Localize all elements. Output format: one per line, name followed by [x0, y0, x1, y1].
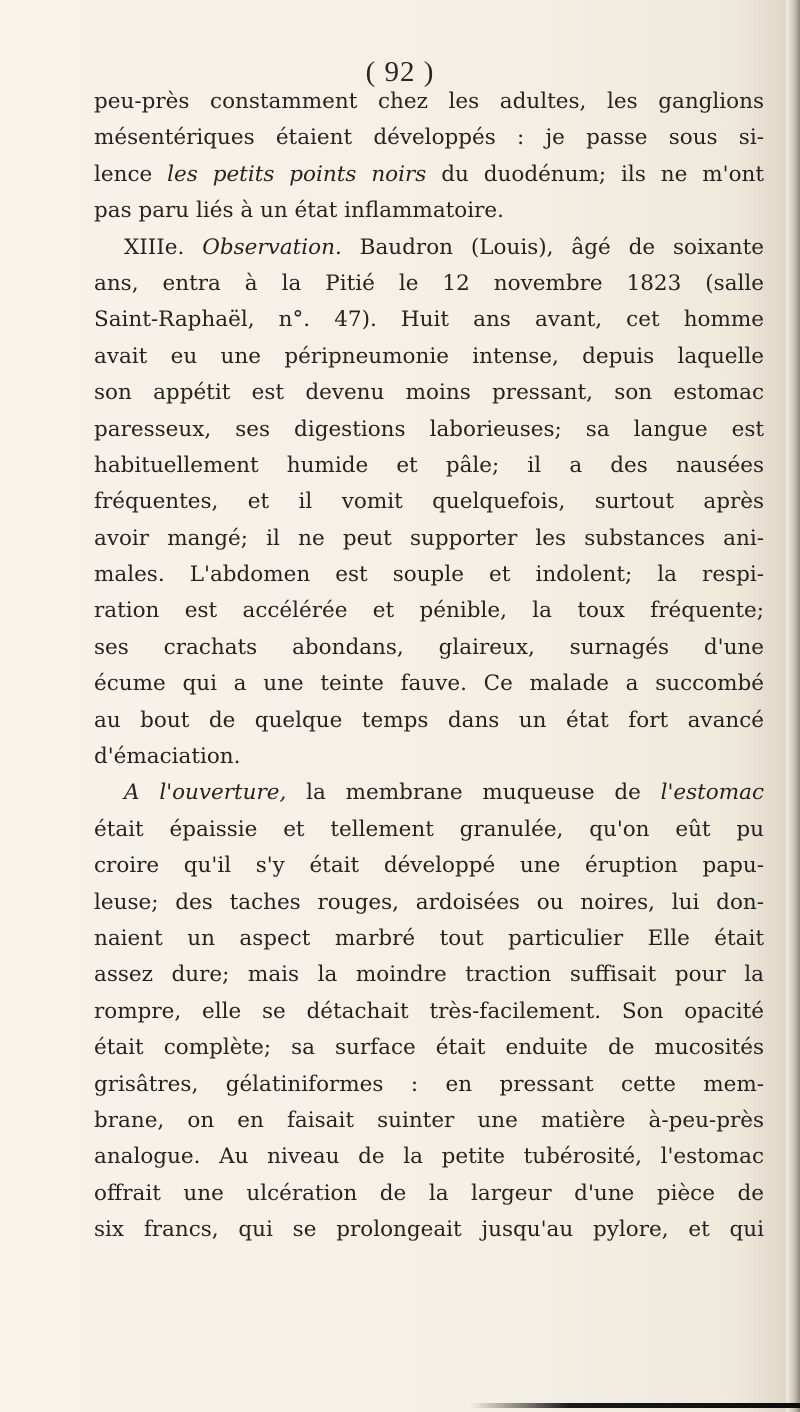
- italic-phrase: les petits points noirs: [167, 161, 427, 187]
- text-line: lence les petits points noirs du duodénum; ils ne m'ont: [94, 161, 764, 187]
- text-line: analogue. Au niveau de la petite tubérosité, l'estomac: [94, 1144, 764, 1170]
- text-line: brane, on en faisait suinter une matière à-peu-près: [94, 1107, 764, 1133]
- italic-phrase: l'estomac: [660, 780, 764, 806]
- text-line: écume qui a une teinte fauve. Ce malade a succombé: [94, 671, 764, 697]
- italic-phrase: Observation.: [202, 234, 342, 260]
- text-line: avoir mangé; il ne peut supporter les substances ani-: [94, 525, 764, 551]
- text-line: assez dure; mais la moindre traction suffisait pour la: [94, 962, 764, 988]
- text-line: au bout de quelque temps dans un état fort avancé: [94, 707, 764, 733]
- text-line: peu-près constamment chez les adultes, les ganglions: [94, 89, 764, 114]
- text-line: pas paru liés à un état inflammatoire.: [94, 198, 504, 224]
- text-line: rompre, elle se détachait très-facilement. Son opacité: [94, 998, 764, 1024]
- page-number: ( 92 ): [365, 56, 435, 88]
- text-line: offrait une ulcération de la largeur d'une pièce de: [94, 1180, 764, 1206]
- text-line: six francs, qui se prolongeait jusqu'au pylore, et qui: [94, 1217, 764, 1243]
- text-line: Saint-Raphaël, n°. 47). Huit ans avant, cet homme: [94, 307, 764, 333]
- text-line: ans, entra à la Pitié le 12 novembre 1823 (salle: [94, 270, 764, 296]
- text-line: XIIIe. Observation. Baudron (Louis), âgé de soixante: [124, 234, 764, 260]
- text-line: A l'ouverture, la membrane muqueuse de l'estomac: [124, 780, 764, 806]
- text-line: d'émaciation.: [94, 744, 241, 770]
- text-line: ration est accélérée et pénible, la toux fréquente;: [94, 598, 764, 624]
- text-line: paresseux, ses digestions laborieuses; sa langue est: [94, 416, 764, 442]
- italic-phrase: A l'ouverture,: [124, 780, 287, 806]
- text-line: mésentériques étaient développés : je passe sous si-: [94, 125, 764, 151]
- text-line: males. L'abdomen est souple et indolent; la respi-: [94, 562, 764, 588]
- body-text: [94, 84, 764, 1249]
- text-line: ses crachats abondans, glaireux, surnagés d'une: [94, 634, 764, 660]
- text-line: avait eu une péripneumonie intense, depuis laquelle: [94, 343, 764, 369]
- text-line: naient un aspect marbré tout particulier Elle était: [94, 925, 764, 951]
- text-line: était complète; sa surface était enduite de mucosités: [94, 1035, 764, 1061]
- text-line: croire qu'il s'y était développé une éruption papu-: [94, 853, 764, 879]
- text-line: était épaissie et tellement granulée, qu'on eût pu: [94, 816, 764, 842]
- text-line: fréquentes, et il vomit quelquefois, surtout après: [94, 489, 764, 515]
- text-line: habituellement humide et pâle; il a des nausées: [94, 452, 764, 478]
- text-line: leuse; des taches rouges, ardoisées ou noires, lui don-: [94, 889, 764, 915]
- bottom-rule: [470, 1403, 800, 1408]
- text-line: son appétit est devenu moins pressant, son estomac: [94, 380, 764, 406]
- page-edge-shadow: [786, 0, 800, 1412]
- text-line: grisâtres, gélatiniformes : en pressant cette mem-: [94, 1071, 764, 1097]
